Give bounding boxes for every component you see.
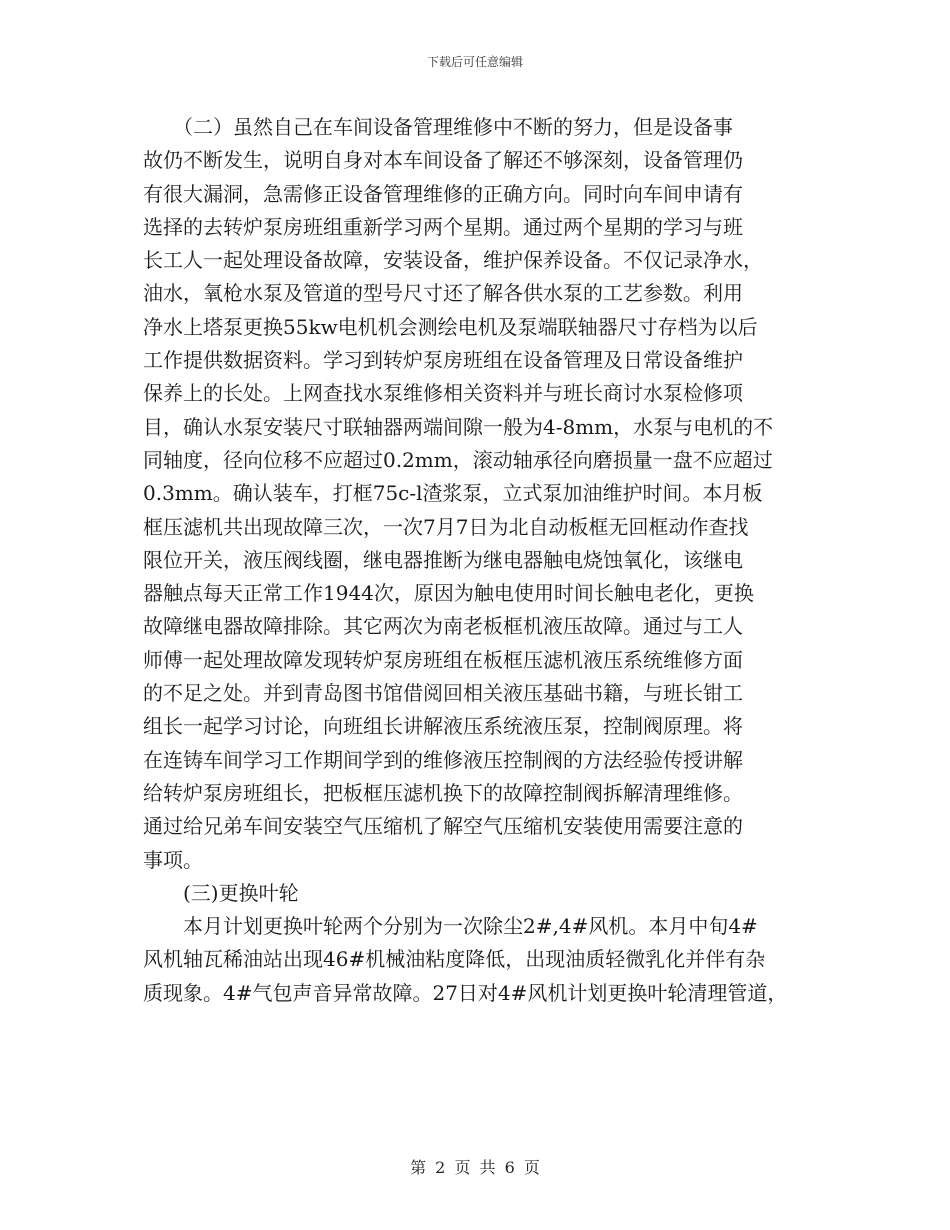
text-line: 目，确认水泵安装尺寸联轴器两端间隙一般为4-8mm，水泵与电机的不 xyxy=(143,414,774,439)
text-line: 选择的去转炉泵房班组重新学习两个星期。通过两个星期的学习与班 xyxy=(143,214,743,239)
document-body xyxy=(143,111,813,1010)
text-line: 长工人一起处理设备故障，安装设备，维护保养设备。不仅记录净水， xyxy=(143,248,763,273)
text-line: 师傅一起处理故障发现转炉泵房班组在板框压滤机液压系统维修方面 xyxy=(143,647,743,672)
text-line: （二）虽然自己在车间设备管理维修中不断的努力，但是设备事 xyxy=(143,115,733,139)
text-line: 事项。 xyxy=(143,847,203,872)
text-line: 净水上塔泵更换55kw电机机会测绘电机及泵端联轴器尺寸存档为以后 xyxy=(143,314,758,339)
text-line: 框压滤机共出现故障三次，一次7月7日为北自动板框无回框动作查找 xyxy=(143,514,749,539)
text-line: 0.3mm。确认装车，打框75c-l渣浆泵，立式泵加油维护时间。本月板 xyxy=(143,481,763,506)
text-line: 油水，氧枪水泵及管道的型号尺寸还了解各供水泵的工艺参数。利用 xyxy=(143,281,743,306)
text-line: 工作提供数据资料。学习到转炉泵房班组在设备管理及日常设备维护 xyxy=(143,348,743,373)
text-line: 故障继电器故障排除。其它两次为南老板框机液压故障。通过与工人 xyxy=(143,614,743,639)
page-header: 下载后可任意编辑 xyxy=(426,55,523,69)
text-line: 保养上的长处。上网查找水泵维修相关资料并与班长商讨水泵检修项 xyxy=(143,381,743,406)
text-line: 本月计划更换叶轮两个分别为一次除尘2#,4#风机。本月中旬4# xyxy=(143,914,758,939)
text-line: 质现象。4#气包声音异常故障。27日对4#风机计划更换叶轮清理管道， xyxy=(143,980,788,1005)
text-line: 风机轴瓦稀油站出现46#机械油粘度降低，出现油质轻微乳化并伴有杂 xyxy=(143,947,766,972)
text-line: 给转炉泵房班组长，把板框压滤机换下的故障控制阀拆解清理维修。 xyxy=(143,780,743,805)
text-line: 组长一起学习讨论，向班组长讲解液压系统液压泵，控制阀原理。将 xyxy=(143,714,743,739)
page-number-footer: 第 2 页 共 6 页 xyxy=(410,1158,540,1177)
text-line: 通过给兄弟车间安装空气压缩机了解空气压缩机安装使用需要注意的 xyxy=(143,814,743,839)
text-line: 器触点每天正常工作1944次，原因为触电使用时间长触电老化，更换 xyxy=(143,581,754,606)
text-line: 在连铸车间学习工作期间学到的维修液压控制阀的方法经验传授讲解 xyxy=(143,747,743,772)
text-line: 有很大漏洞，急需修正设备管理维修的正确方向。同时向车间申请有 xyxy=(143,181,743,206)
text-line: 同轴度，径向位移不应超过0.2mm，滚动轴承径向磨损量一盘不应超过 xyxy=(143,447,773,472)
text-line: 故仍不断发生，说明自身对本车间设备了解还不够深刻，设备管理仍 xyxy=(143,148,743,173)
text-line: 的不足之处。并到青岛图书馆借阅回相关液压基础书籍，与班长钳工 xyxy=(143,681,743,706)
section-heading: (三)更换叶轮 xyxy=(143,880,299,905)
text-line: 限位开关，液压阀线圈，继电器推断为继电器触电烧蚀氧化，该继电 xyxy=(143,547,743,572)
